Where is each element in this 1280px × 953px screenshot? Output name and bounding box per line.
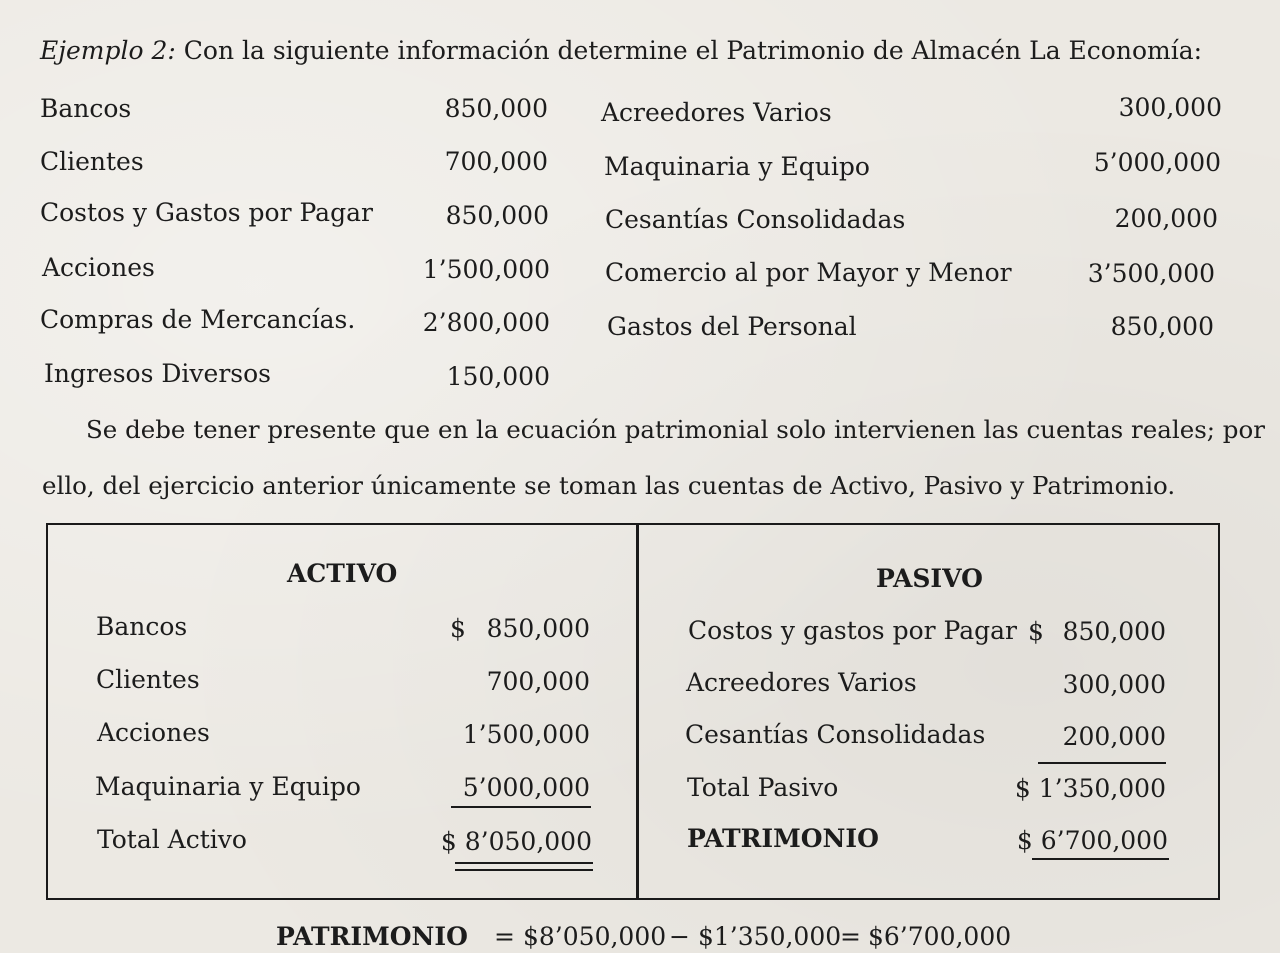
account-name: Comercio al por Mayor y Menor (605, 258, 1012, 287)
account-value: 850,000 (1110, 312, 1214, 341)
total-double-rule (455, 869, 593, 871)
account-name: Acreedores Varios (601, 98, 832, 127)
equation-activo: $8’050,000 (523, 922, 667, 951)
pasivo-heading: PASIVO (876, 564, 983, 593)
pasivo-row-value: 850,000 (1062, 617, 1166, 646)
equation-label: PATRIMONIO (276, 922, 468, 951)
account-name: Bancos (40, 94, 132, 123)
account-name: Ingresos Diversos (44, 359, 272, 388)
account-value: 200,000 (1114, 204, 1218, 233)
account-name: Gastos del Personal (607, 312, 857, 341)
patrimonio-label: PATRIMONIO (687, 824, 879, 853)
pasivo-row-name: Costos y gastos por Pagar (688, 616, 1017, 645)
activo-row-name: Acciones (97, 718, 210, 747)
account-name: Compras de Mercancías. (40, 305, 356, 334)
activo-row-value: 5’000,000 (462, 773, 590, 802)
currency-symbol: $ (1028, 617, 1044, 646)
pasivo-total-label: Total Pasivo (687, 773, 839, 802)
paragraph-line: Se debe tener presente que en la ecuación patrimonial solo intervienen las cuentas reales; por (86, 415, 1265, 444)
equation-pasivo: $1’350,000 (698, 922, 842, 951)
account-value: 700,000 (444, 147, 548, 176)
pasivo-row-name: Acreedores Varios (686, 668, 917, 697)
equation-equals: = (494, 922, 515, 951)
activo-total-label: Total Activo (97, 825, 247, 854)
activo-row-value: 700,000 (486, 667, 590, 696)
account-name: Clientes (40, 147, 144, 176)
activo-row-name: Bancos (96, 612, 188, 641)
column-divider (636, 525, 639, 899)
patrimonio-value: $ 6’700,000 (1016, 826, 1168, 855)
pasivo-total-value: $ 1’350,000 (1014, 774, 1166, 803)
subtotal-rule (451, 806, 591, 808)
subtotal-rule (1038, 762, 1166, 764)
account-value: 3’500,000 (1087, 259, 1215, 288)
account-value: 1’500,000 (422, 255, 550, 284)
currency-symbol: $ (450, 614, 466, 643)
activo-heading: ACTIVO (287, 559, 398, 588)
account-name: Maquinaria y Equipo (604, 152, 870, 181)
account-name: Cesantías Consolidadas (605, 205, 906, 234)
activo-row-name: Clientes (96, 665, 200, 694)
exercise-title-label: Ejemplo 2: (40, 36, 176, 65)
account-value: 850,000 (445, 201, 549, 230)
account-name: Acciones (42, 253, 155, 282)
activo-total-value: $ 8’050,000 (440, 827, 592, 856)
activo-row-value: 1’500,000 (462, 720, 590, 749)
account-value: 5’000,000 (1093, 148, 1221, 177)
pasivo-row-name: Cesantías Consolidadas (685, 720, 986, 749)
equation-minus: − (669, 922, 690, 951)
account-value: 150,000 (446, 362, 550, 391)
total-double-rule (455, 862, 593, 864)
account-value: 2’800,000 (422, 308, 550, 337)
pasivo-row-value: 300,000 (1062, 670, 1166, 699)
activo-row-name: Maquinaria y Equipo (95, 772, 361, 801)
paragraph-line: ello, del ejercicio anterior únicamente se toman las cuentas de Activo, Pasivo y Patrimonio. (42, 471, 1176, 500)
exercise-title (40, 38, 1202, 63)
equation-result: $6’700,000 (868, 922, 1012, 951)
account-value: 300,000 (1118, 93, 1222, 122)
exercise-title-text: Con la siguiente información determine el Patrimonio de Almacén La Economía: (183, 36, 1203, 65)
patrimonio-rule (1032, 858, 1169, 860)
equation-equals: = (840, 922, 861, 951)
activo-row-value: 850,000 (486, 614, 590, 643)
account-name: Costos y Gastos por Pagar (40, 198, 373, 227)
pasivo-row-value: 200,000 (1062, 722, 1166, 751)
account-value: 850,000 (444, 94, 548, 123)
